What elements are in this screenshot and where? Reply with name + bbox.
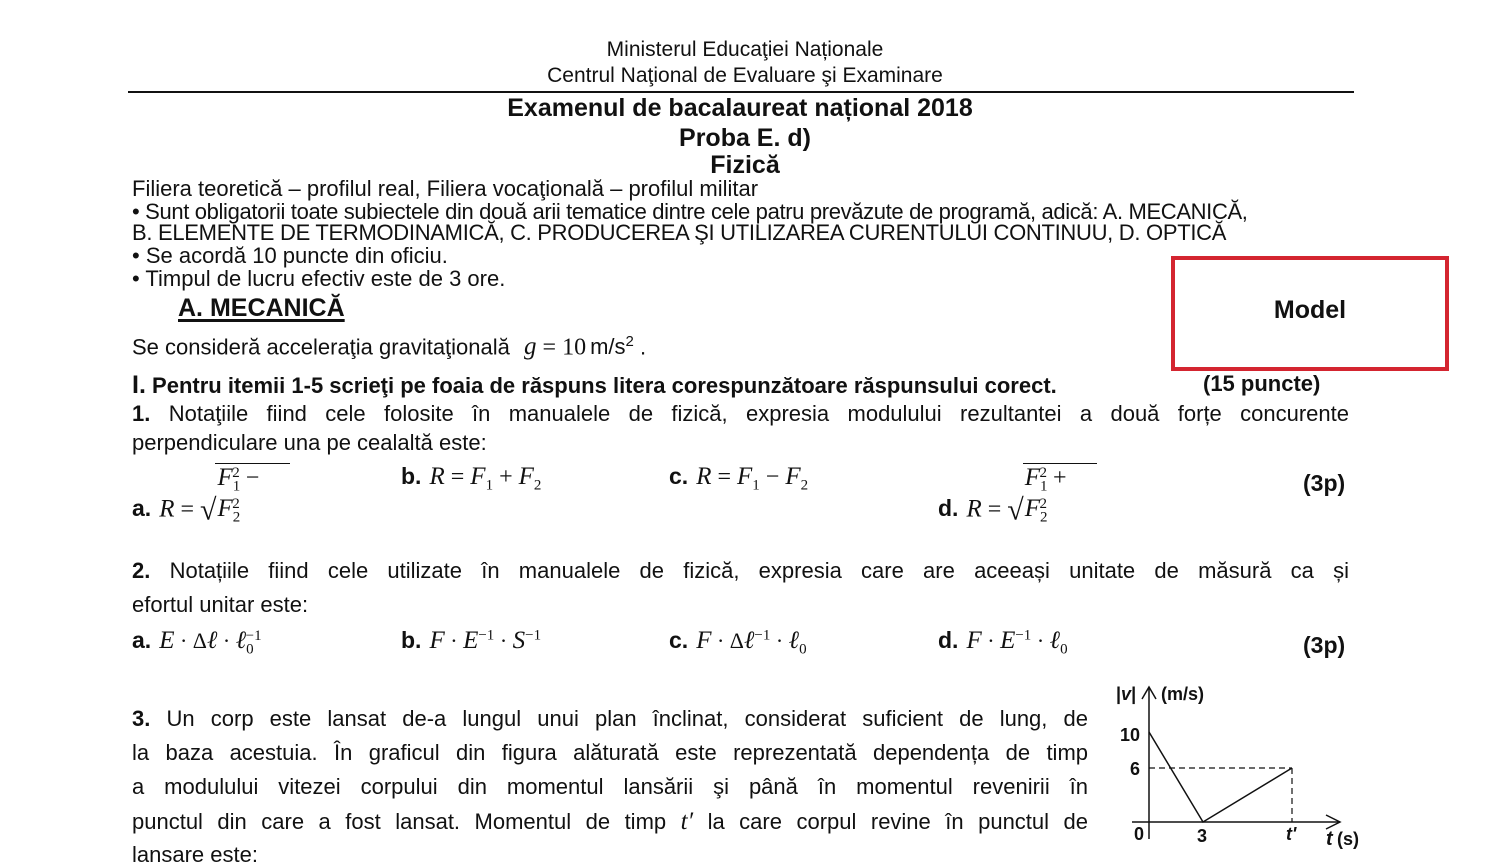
item-3-line4-a: punctul din care a fost lansat. Momentul de timp [132, 809, 667, 834]
item-2-text: Notațiile fiind cele utilizate în manualele de fizică, expresia care are aceeași unitate de măsură ca și [169, 558, 1349, 583]
given-end: . [633, 334, 647, 360]
option-label: b. [401, 463, 422, 489]
probe-title: Proba E. d) [679, 124, 811, 152]
item-1-number: 1. [132, 401, 151, 426]
bullet-points-office: • Se acordă 10 puncte din oficiu. [132, 243, 448, 268]
given-gravity [132, 333, 646, 361]
model-badge [1171, 256, 1449, 371]
item-1-text: Notaţiile fiind cele folosite în manualele de fizică, expresia modulului rezultantei a două forțe concurente [168, 401, 1349, 426]
item-3-number: 3. [132, 706, 151, 731]
item-1-option-a[interactable]: a. $R = √F_1^2 - F_2^2$ [132, 463, 290, 527]
item-3-line4-b: la care corpul revine în punctul de [707, 809, 1088, 834]
item-2-line2: efortul unitar este: [132, 592, 309, 617]
item-1-option-c[interactable]: c. $R = F_1 - F_2$ [669, 463, 809, 494]
item-1-option-b[interactable]: b. $R = F_1 + F_2$ [401, 463, 542, 494]
given-exp: 2 [625, 333, 634, 350]
item-3-line3: a modulului vitezei corpului din momentul lansării şi până în momentul revenirii în [132, 774, 1088, 799]
evaluation-center-name: Centrul Naţional de Evaluare şi Examinare [547, 64, 943, 87]
velocity-time-graph [1100, 675, 1390, 865]
item-3-line4 [132, 808, 1088, 836]
x-tick-tprime: t' [1286, 824, 1297, 844]
y-label-v: |v| [1116, 684, 1137, 704]
item-2-option-d[interactable]: d. $F \cdot E^{-1}$ · ℓ$_0$ [938, 627, 1068, 658]
subject-title: Fizică [710, 151, 780, 179]
item-1-points: (3p) [1303, 470, 1346, 496]
ministry-name: Ministerul Educaţiei Naționale [606, 38, 884, 61]
velocity-line [1149, 732, 1292, 822]
x-label-unit: (s) [1337, 829, 1359, 849]
item-2-number: 2. [132, 558, 151, 583]
given-value: 10 [562, 334, 587, 361]
part-I-numeral: I. [132, 371, 146, 399]
exam-title: Examenul de bacalaureat național 2018 [507, 94, 973, 122]
item-2-points: (3p) [1303, 632, 1346, 658]
item-3-var-tprime: t′ [680, 808, 694, 835]
item-2-line1 [132, 558, 1349, 584]
given-eq: = [536, 334, 563, 361]
item-3-line1 [132, 706, 1088, 732]
y-tick-10: 10 [1120, 725, 1141, 745]
item-1-option-d[interactable]: d. $R = √F_1^2 + F_2^2$ [938, 463, 1097, 527]
part-I-text: Pentru itemii 1-5 scrieţi pe foaia de răspuns litera corespunzătoare răspunsului corect. [152, 373, 1057, 398]
y-tick-6: 6 [1130, 759, 1141, 779]
item-3-line5: lansare este: [132, 842, 258, 867]
given-var: g [524, 333, 537, 361]
part-I-points: (15 puncte) [1203, 371, 1321, 396]
x-tick-3: 3 [1197, 826, 1208, 846]
item-2-option-c[interactable]: c. F · Δℓ$^{-1}$ · ℓ$_0$ [669, 627, 807, 658]
section-title: A. MECANICĂ [178, 294, 345, 322]
item-1-line2: perpendiculare una pe cealaltă este: [132, 430, 487, 455]
y-label-unit: (m/s) [1161, 684, 1205, 704]
part-I-instruction [132, 371, 1057, 400]
model-label: Model [1273, 296, 1347, 324]
item-1-line1 [132, 401, 1349, 427]
option-label: b. [401, 627, 422, 653]
x-label-t: t [1326, 828, 1333, 850]
option-label: d. [938, 627, 959, 653]
header-divider [128, 91, 1354, 93]
given-text: Se consideră acceleraţia gravitaţională [132, 334, 510, 360]
option-label: a. [132, 495, 152, 522]
item-3-line2: la baza acestuia. În graficul din figura alăturată este reprezentată dependența de timp [132, 740, 1088, 765]
item-2-option-b[interactable]: b. $F \cdot E^{-1} \cdot S^{-1}$ [401, 627, 542, 654]
bullet-mandatory-line2: B. ELEMENTE DE TERMODINAMICĂ, C. PRODUCEREA ŞI UTILIZAREA CURENTULUI CONTINUU, D. OPTICĂ [132, 220, 1227, 245]
option-label: c. [669, 627, 689, 653]
option-label: a. [132, 627, 152, 653]
filiera-text: Filiera teoretică – profilul real, Filiera vocaţională – profilul militar [132, 176, 759, 201]
bullet-working-time: • Timpul de lucru efectiv este de 3 ore. [132, 266, 506, 291]
x-tick-0: 0 [1134, 824, 1145, 844]
item-3-text: Un corp este lansat de-a lungul unui plan înclinat, considerat suficient de lung, de [166, 706, 1088, 731]
given-unit: m/s [590, 334, 626, 360]
option-label: d. [938, 495, 959, 522]
item-2-option-a[interactable]: a. E · Δℓ · ℓ$_0^{-1}$ [132, 627, 262, 658]
option-label: c. [669, 463, 689, 489]
bullet-mandatory-line1: • Sunt obligatorii toate subiectele din două arii tematice dintre cele patru prevăzute de programă, adică: A. MECANICĂ, [132, 199, 1248, 224]
